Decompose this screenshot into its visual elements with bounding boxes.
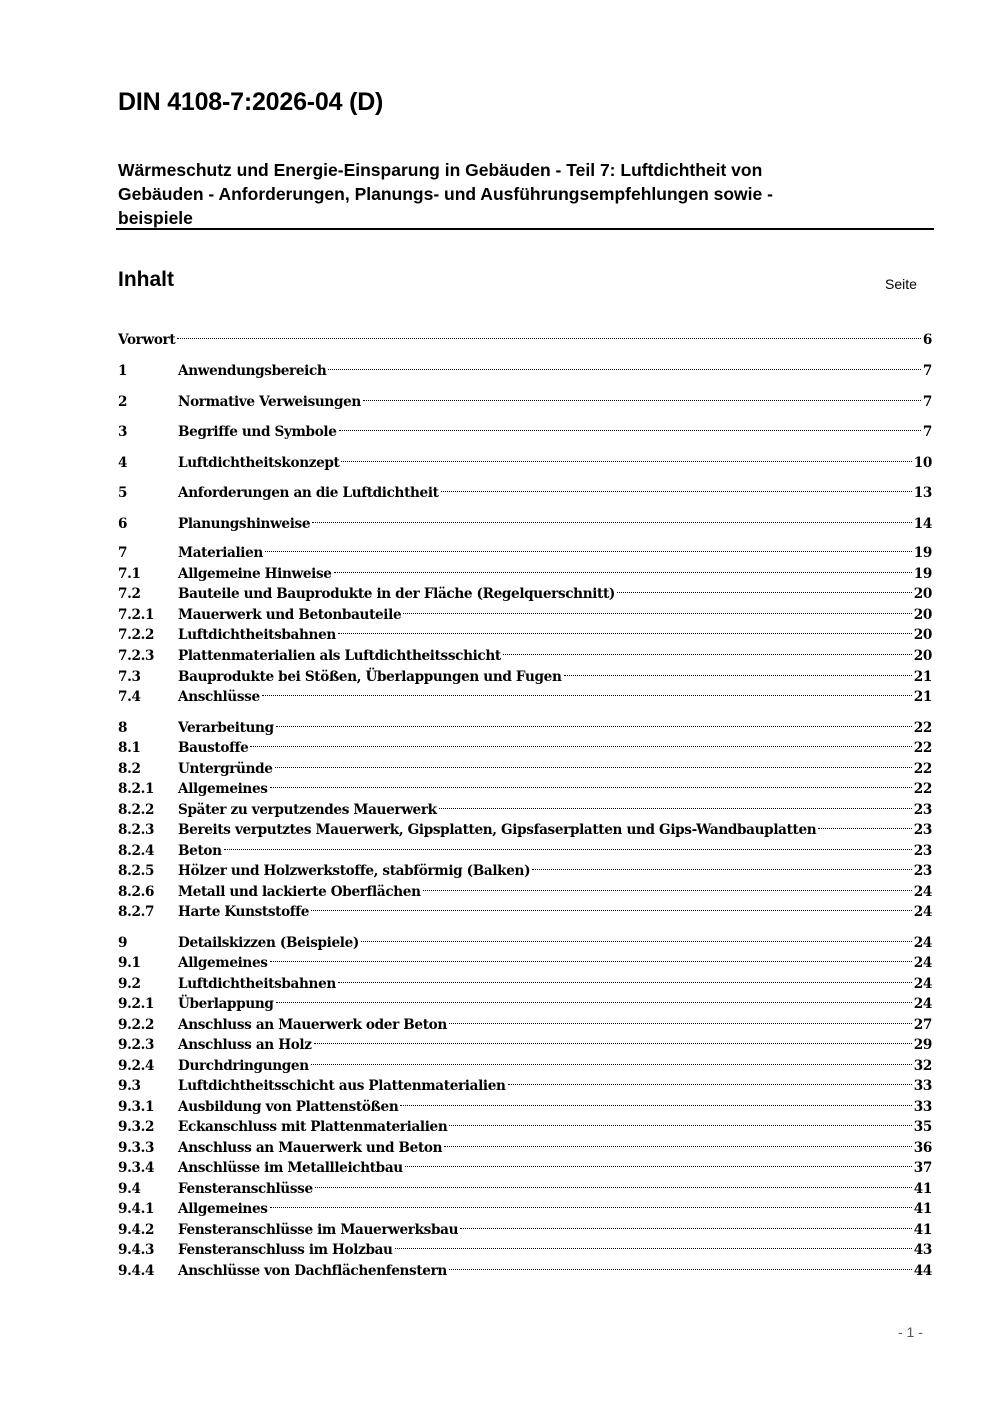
toc-dot-leader xyxy=(363,386,921,406)
toc-entry-number: 7.2 xyxy=(118,586,141,602)
toc-entry-number: 9.4.1 xyxy=(118,1201,155,1217)
toc-entry[interactable] xyxy=(118,386,932,410)
toc-entry-page: 24 xyxy=(913,904,932,920)
toc-entry-page: 33 xyxy=(913,1099,932,1115)
toc-entry[interactable] xyxy=(118,355,932,379)
toc-entry-page: 23 xyxy=(913,863,932,879)
toc-entry-number: 9.1 xyxy=(118,955,141,971)
toc-entry[interactable] xyxy=(118,416,932,440)
toc-entry-page: 19 xyxy=(913,545,932,561)
toc-entry-number: 1 xyxy=(118,363,128,379)
toc-dot-leader xyxy=(270,1193,912,1213)
toc-entry-number: 9.2.1 xyxy=(118,996,155,1012)
toc-dot-leader xyxy=(449,1255,912,1275)
toc-dot-leader xyxy=(460,1214,912,1234)
toc-heading: Inhalt xyxy=(118,268,174,291)
page-number: - 1 - xyxy=(898,1324,923,1340)
toc-entry-number: 9.3.3 xyxy=(118,1140,155,1156)
toc-dot-leader xyxy=(503,640,912,660)
toc-entry-title: Fensteranschluss im Holzbau xyxy=(178,1242,393,1258)
toc-entry[interactable] xyxy=(118,324,932,348)
toc-entry[interactable] xyxy=(118,968,932,992)
toc-entry-title: Mauerwerk und Betonbauteile xyxy=(178,607,402,623)
toc-entry-number: 9.3.4 xyxy=(118,1160,155,1176)
toc-entry-title: Allgemeines xyxy=(178,781,268,797)
table-of-contents xyxy=(118,0,932,1403)
toc-entry-title: Metall und lackierte Oberflächen xyxy=(178,884,421,900)
toc-entry[interactable] xyxy=(118,1234,932,1258)
toc-entry[interactable] xyxy=(118,712,932,736)
toc-dot-leader xyxy=(177,324,921,344)
toc-entry-title: Bereits verputztes Mauerwerk, Gipsplatten, Gipsfaserplatten und Gips-Wandbauplatten xyxy=(178,822,817,838)
toc-dot-leader xyxy=(508,1070,912,1090)
toc-entry-page: 23 xyxy=(913,802,932,818)
toc-entry-number: 9 xyxy=(118,935,128,951)
toc-dot-leader xyxy=(403,599,912,619)
toc-entry-title: Fensteranschlüsse xyxy=(178,1181,313,1197)
toc-entry[interactable] xyxy=(118,1132,932,1156)
toc-entry[interactable] xyxy=(118,988,932,1012)
toc-entry-title: Beton xyxy=(178,843,222,859)
toc-entry-title: Hölzer und Holzwerkstoffe, stabförmig (Balken) xyxy=(178,863,531,879)
toc-entry-title: Später zu verputzendes Mauerwerk xyxy=(178,802,437,818)
toc-dot-leader xyxy=(311,896,912,916)
toc-entry-page: 36 xyxy=(913,1140,932,1156)
toc-entry-number: 8.2.3 xyxy=(118,822,155,838)
toc-dot-leader xyxy=(312,508,912,528)
toc-dot-leader xyxy=(405,1152,912,1172)
toc-entry-number: 8.2.7 xyxy=(118,904,155,920)
toc-entry[interactable] xyxy=(118,814,932,838)
toc-dot-leader xyxy=(532,855,912,875)
toc-entry-page: 22 xyxy=(913,740,932,756)
toc-entry-number: 9.4.4 xyxy=(118,1263,155,1279)
toc-dot-leader xyxy=(439,794,912,814)
toc-entry-page: 21 xyxy=(913,689,932,705)
toc-entry-page: 6 xyxy=(922,332,932,348)
toc-entry[interactable] xyxy=(118,835,932,859)
toc-entry-title: Fensteranschlüsse im Mauerwerksbau xyxy=(178,1222,459,1238)
toc-dot-leader xyxy=(334,558,912,578)
toc-entry[interactable] xyxy=(118,477,932,501)
toc-entry-page: 22 xyxy=(913,720,932,736)
toc-entry-title: Bauteile und Bauprodukte in der Fläche (Regelquerschnitt) xyxy=(178,586,615,602)
toc-entry[interactable] xyxy=(118,855,932,879)
toc-entry-number: 7.1 xyxy=(118,566,141,582)
document-title-line-3: beispiele xyxy=(118,208,193,228)
toc-entry-page: 20 xyxy=(913,607,932,623)
toc-entry-title: Allgemeines xyxy=(178,955,268,971)
toc-entry-number: 7.4 xyxy=(118,689,141,705)
toc-entry-number: 9.2 xyxy=(118,976,141,992)
toc-entry-number: 3 xyxy=(118,424,128,440)
toc-entry-page: 41 xyxy=(913,1181,932,1197)
toc-entry-title: Ausbildung von Plattenstößen xyxy=(178,1099,399,1115)
toc-entry-page: 20 xyxy=(913,586,932,602)
toc-entry-number: 7.2.3 xyxy=(118,648,155,664)
toc-dot-leader xyxy=(276,712,912,732)
toc-entry[interactable] xyxy=(118,1050,932,1074)
toc-dot-leader xyxy=(315,1173,912,1193)
toc-entry[interactable] xyxy=(118,927,932,951)
toc-entry-title: Harte Kunststoffe xyxy=(178,904,310,920)
toc-entry[interactable] xyxy=(118,1214,932,1238)
document-id: DIN 4108-7:2026-04 (D) xyxy=(118,88,384,116)
toc-entry-title: Eckanschluss mit Plattenmaterialien xyxy=(178,1119,448,1135)
document-title-line-1: Wärmeschutz und Energie-Einsparung in Gebäuden - Teil 7: Luftdichtheit von xyxy=(118,160,763,180)
toc-dot-leader xyxy=(314,1029,912,1049)
toc-entry[interactable] xyxy=(118,558,932,582)
toc-entry[interactable] xyxy=(118,947,932,971)
toc-entry[interactable] xyxy=(118,753,932,777)
toc-entry-page: 20 xyxy=(913,627,932,643)
toc-entry-number: 6 xyxy=(118,516,128,532)
toc-entry-number: 8.2.2 xyxy=(118,802,155,818)
toc-entry-page: 19 xyxy=(913,566,932,582)
toc-entry-page: 24 xyxy=(913,996,932,1012)
toc-entry-number: 9.2.2 xyxy=(118,1017,155,1033)
toc-dot-leader xyxy=(338,968,912,988)
toc-entry-title: Untergründe xyxy=(178,761,273,777)
toc-entry-page: 7 xyxy=(922,394,932,410)
toc-page-column-label: Seite xyxy=(885,276,917,292)
toc-entry-title: Plattenmaterialien als Luftdichtheitsschicht xyxy=(178,648,501,664)
toc-entry-number: 8 xyxy=(118,720,128,736)
document-title-line-2: Gebäuden - Anforderungen, Planungs- und Ausführungsempfehlungen sowie - xyxy=(118,184,773,204)
toc-dot-leader xyxy=(617,578,912,598)
toc-entry-page: 35 xyxy=(913,1119,932,1135)
toc-entry-title: Luftdichtheitsbahnen xyxy=(178,976,336,992)
toc-entry-page: 7 xyxy=(922,363,932,379)
toc-dot-leader xyxy=(400,1091,911,1111)
toc-entry-number: 9.2.4 xyxy=(118,1058,155,1074)
toc-entry[interactable] xyxy=(118,876,932,900)
toc-entry-number: 8.2.1 xyxy=(118,781,155,797)
toc-entry-page: 24 xyxy=(913,884,932,900)
toc-dot-leader xyxy=(441,477,912,497)
toc-entry-page: 22 xyxy=(913,761,932,777)
toc-entry-title: Anschluss an Mauerwerk und Beton xyxy=(178,1140,443,1156)
toc-entry-title: Anwendungsbereich xyxy=(178,363,327,379)
toc-entry-page: 41 xyxy=(913,1201,932,1217)
toc-entry-number: 9.2.3 xyxy=(118,1037,155,1053)
toc-dot-leader xyxy=(250,732,911,752)
toc-entry-title: Normative Verweisungen xyxy=(178,394,361,410)
toc-entry[interactable] xyxy=(118,1091,932,1115)
toc-entry-number: 7.2.2 xyxy=(118,627,155,643)
toc-entry-number: 8.1 xyxy=(118,740,141,756)
toc-entry-page: 24 xyxy=(913,976,932,992)
toc-dot-leader xyxy=(328,355,920,375)
toc-entry-number: 9.3.1 xyxy=(118,1099,155,1115)
toc-entry[interactable] xyxy=(118,1193,932,1217)
toc-entry-number: 5 xyxy=(118,485,128,501)
toc-dot-leader xyxy=(270,773,912,793)
toc-entry[interactable] xyxy=(118,1029,932,1053)
toc-dot-leader xyxy=(423,876,912,896)
toc-entry-page: 21 xyxy=(913,669,932,685)
toc-entry-title: Anschlüsse von Dachflächenfenstern xyxy=(178,1263,447,1279)
toc-entry[interactable] xyxy=(118,537,932,561)
toc-dot-leader xyxy=(395,1234,912,1254)
toc-entry[interactable] xyxy=(118,1111,932,1135)
toc-entry-page: 43 xyxy=(913,1242,932,1258)
toc-entry-page: 24 xyxy=(913,935,932,951)
toc-entry[interactable] xyxy=(118,447,932,471)
toc-dot-leader xyxy=(449,1111,911,1131)
toc-entry[interactable] xyxy=(118,773,932,797)
toc-entry-title: Allgemeine Hinweise xyxy=(178,566,332,582)
toc-entry-number: 9.4.3 xyxy=(118,1242,155,1258)
toc-entry-number: 8.2.5 xyxy=(118,863,155,879)
toc-dot-leader xyxy=(338,619,912,639)
toc-entry[interactable] xyxy=(118,578,932,602)
toc-entry-number: 7 xyxy=(118,545,128,561)
toc-entry-title: Anschlüsse im Metallleichtbau xyxy=(178,1160,403,1176)
toc-entry-number: 9.4.2 xyxy=(118,1222,155,1238)
toc-entry-page: 20 xyxy=(913,648,932,664)
toc-entry[interactable] xyxy=(118,1173,932,1197)
toc-entry-number: 8.2.6 xyxy=(118,884,155,900)
toc-dot-leader xyxy=(275,753,912,773)
toc-entry-page: 22 xyxy=(913,781,932,797)
toc-entry[interactable] xyxy=(118,599,932,623)
toc-entry[interactable] xyxy=(118,661,932,685)
toc-dot-leader xyxy=(265,537,912,557)
toc-entry-number: 9.3.2 xyxy=(118,1119,155,1135)
toc-entry[interactable] xyxy=(118,1009,932,1033)
toc-entry-title: Materialien xyxy=(178,545,263,561)
toc-entry-title: Baustoffe xyxy=(178,740,249,756)
toc-entry-page: 41 xyxy=(913,1222,932,1238)
toc-entry-page: 44 xyxy=(913,1263,932,1279)
toc-dot-leader xyxy=(339,416,921,436)
toc-entry-title: Begriffe und Symbole xyxy=(178,424,337,440)
toc-entry-title: Anschluss an Mauerwerk oder Beton xyxy=(178,1017,447,1033)
toc-entry-page: 24 xyxy=(913,955,932,971)
toc-entry-page: 13 xyxy=(913,485,932,501)
toc-entry-title: Luftdichtheitsschicht aus Plattenmaterialien xyxy=(178,1078,506,1094)
toc-entry[interactable] xyxy=(118,1152,932,1176)
toc-entry-page: 14 xyxy=(913,516,932,532)
toc-entry-page: 29 xyxy=(913,1037,932,1053)
toc-dot-leader xyxy=(449,1009,912,1029)
toc-entry-number: 4 xyxy=(118,455,128,471)
toc-entry-title: Allgemeines xyxy=(178,1201,268,1217)
toc-entry-number: 8.2.4 xyxy=(118,843,155,859)
toc-entry-page: 23 xyxy=(913,843,932,859)
toc-dot-leader xyxy=(270,947,912,967)
toc-entry-page: 10 xyxy=(913,455,932,471)
toc-entry[interactable] xyxy=(118,681,932,705)
toc-entry[interactable] xyxy=(118,508,932,532)
toc-entry-title: Anschlüsse xyxy=(178,689,260,705)
toc-entry[interactable] xyxy=(118,794,932,818)
toc-entry-number: 9.3 xyxy=(118,1078,141,1094)
toc-entry-number: 9.4 xyxy=(118,1181,141,1197)
toc-entry-title: Überlappung xyxy=(178,996,274,1012)
toc-dot-leader xyxy=(311,1050,912,1070)
toc-entry[interactable] xyxy=(118,1070,932,1094)
toc-entry[interactable] xyxy=(118,619,932,643)
toc-entry-title: Bauprodukte bei Stößen, Überlappungen und Fugen xyxy=(178,669,562,685)
toc-dot-leader xyxy=(444,1132,912,1152)
toc-dot-leader xyxy=(818,814,912,834)
toc-entry[interactable] xyxy=(118,1255,932,1279)
toc-dot-leader xyxy=(224,835,912,855)
toc-entry-title: Durchdringungen xyxy=(178,1058,309,1074)
toc-entry[interactable] xyxy=(118,732,932,756)
toc-entry-page: 7 xyxy=(922,424,932,440)
toc-entry-page: 33 xyxy=(913,1078,932,1094)
toc-entry-page: 32 xyxy=(913,1058,932,1074)
toc-entry-title: Anschluss an Holz xyxy=(178,1037,312,1053)
toc-entry-page: 23 xyxy=(913,822,932,838)
toc-dot-leader xyxy=(564,661,912,681)
toc-entry[interactable] xyxy=(118,640,932,664)
toc-entry-title: Luftdichtheitsbahnen xyxy=(178,627,336,643)
toc-entry-number: 7.2.1 xyxy=(118,607,155,623)
toc-entry-title: Planungshinweise xyxy=(178,516,311,532)
toc-entry-title: Vorwort xyxy=(118,332,176,348)
toc-entry-page: 27 xyxy=(913,1017,932,1033)
toc-entry-title: Anforderungen an die Luftdichtheit xyxy=(178,485,439,501)
toc-entry-title: Luftdichtheitskonzept xyxy=(178,455,340,471)
toc-entry[interactable] xyxy=(118,896,932,920)
toc-entry-number: 2 xyxy=(118,394,128,410)
toc-entry-number: 8.2 xyxy=(118,761,141,777)
toc-dot-leader xyxy=(361,927,912,947)
toc-dot-leader xyxy=(276,988,912,1008)
toc-entry-page: 37 xyxy=(913,1160,932,1176)
toc-dot-leader xyxy=(262,681,912,701)
toc-entry-number: 7.3 xyxy=(118,669,141,685)
toc-entry-title: Verarbeitung xyxy=(178,720,274,736)
toc-entry-title: Detailskizzen (Beispiele) xyxy=(178,935,359,951)
toc-dot-leader xyxy=(341,447,911,467)
